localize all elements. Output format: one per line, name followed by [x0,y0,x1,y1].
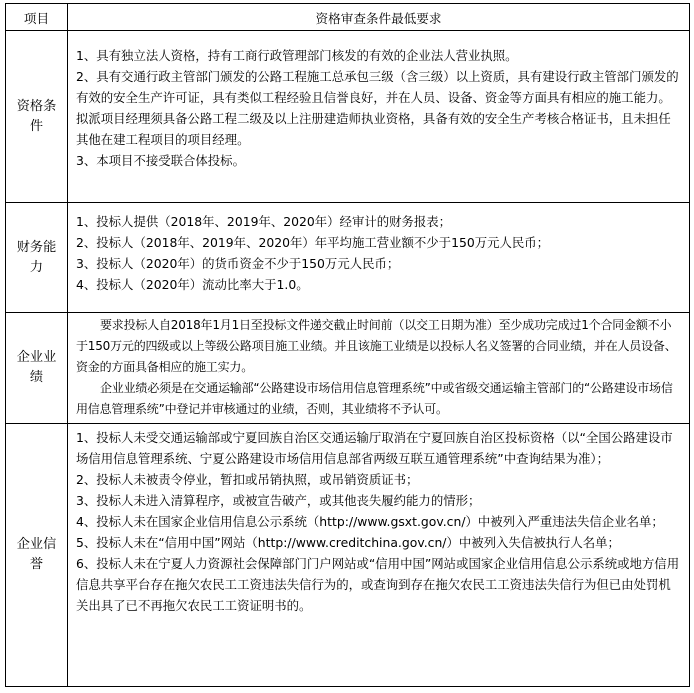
row-item-label: 财务能力 [6,203,68,313]
row-item-label: 企业业绩 [6,313,68,424]
table-row [6,31,690,203]
list-item: 3、投标人未进入清算程序，或被宣告破产，或其他丧失履约能力的情形； [76,493,481,508]
row-content [68,203,690,313]
table-header-row [6,4,690,31]
header-requirements: 资格审查条件最低要求 [68,4,690,31]
list-item: 企业业绩必须是在交通运输部“公路建设市场信用信息管理系统”中或省级交通运输主管部门的“公路建设市场信用信息管理系统”中登记并审核通过的业绩，否则，其业绩将不予认可。 [76,381,673,416]
list-item: 1、投标人提供（2018年、2019年、2020年）经审计的财务报表； [76,214,452,229]
row-content [68,31,690,203]
list-item: 6、投标人未在宁夏人力资源社会保障部门门户网站或“信用中国”网站或国家企业信用信息公示系统或地方信用信息共享平台存在拖欠农民工工资违法失信行为的，或查询到存在拖欠农民工工资违法失信行为但已由处罚机关出具了已不再拖欠农民工工资证明书的。 [76,556,680,613]
list-item: 2、投标人（2018年、2019年、2020年）年平均施工营业额不少于150万元人民币； [76,235,550,250]
header-item: 项目 [6,4,68,31]
list-item: 1、投标人未受交通运输部或宁夏回族自治区交通运输厅取消在宁夏回族自治区投标资格（以“全国公路建设市场信用信息管理系统、宁夏公路建设市场信用信息部省两级互联互通管理系统”中查询结果为准）； [76,430,673,466]
list-item: 要求投标人自2018年1月1日至投标文件递交截止时间前（以交工日期为准）至少成功完成过1个合同金额不小于150万元的四级或以上等级公路项目施工业绩。并且该施工业绩是以投标人名义签署的合同业绩，并在人员设备、资金的方面具备相应的施工实力。 [76,318,677,374]
row-item-label: 资格条件 [6,31,68,203]
table-row [6,313,690,424]
table-row [6,203,690,313]
list-item: 3、本项目不接受联合体投标。 [76,153,245,168]
table-row [6,424,690,687]
list-item: 4、投标人未在国家企业信用信息公示系统（http://www.gsxt.gov.cn/）中被列入严重违法失信企业名单； [76,514,664,529]
row-item-label: 企业信誉 [6,424,68,687]
list-item: 2、投标人未被责令停业，暂扣或吊销执照，或吊销资质证书； [76,472,419,487]
list-item: 1、具有独立法人资格，持有工商行政管理部门核发的有效的企业法人营业执照。 [76,48,518,63]
list-item: 5、投标人未在“信用中国”网站（http://www.creditchina.gov.cn/）中被列入失信被执行人名单； [76,535,620,550]
list-item: 2、具有交通行政主管部门颁发的公路工程施工总承包三级（含三级）以上资质，具有建设行政主管部门颁发的有效的安全生产许可证，具有类似工程经验且信誉良好，并在人员、设备、资金等方面具有相应的施工能力。拟派项目经理须具备公路工程二级及以上注册建造师执业资格，具备有效的安全生产考核合格证书，且未担任其他在建工程项目的项目经理。 [76,69,679,147]
list-item: 3、投标人（2020年）的货币资金不少于150万元人民币； [76,256,400,271]
list-item: 4、投标人（2020年）流动比率大于1.0。 [76,277,309,292]
row-content [68,313,690,424]
row-content [68,424,690,687]
qualification-table [5,3,690,687]
